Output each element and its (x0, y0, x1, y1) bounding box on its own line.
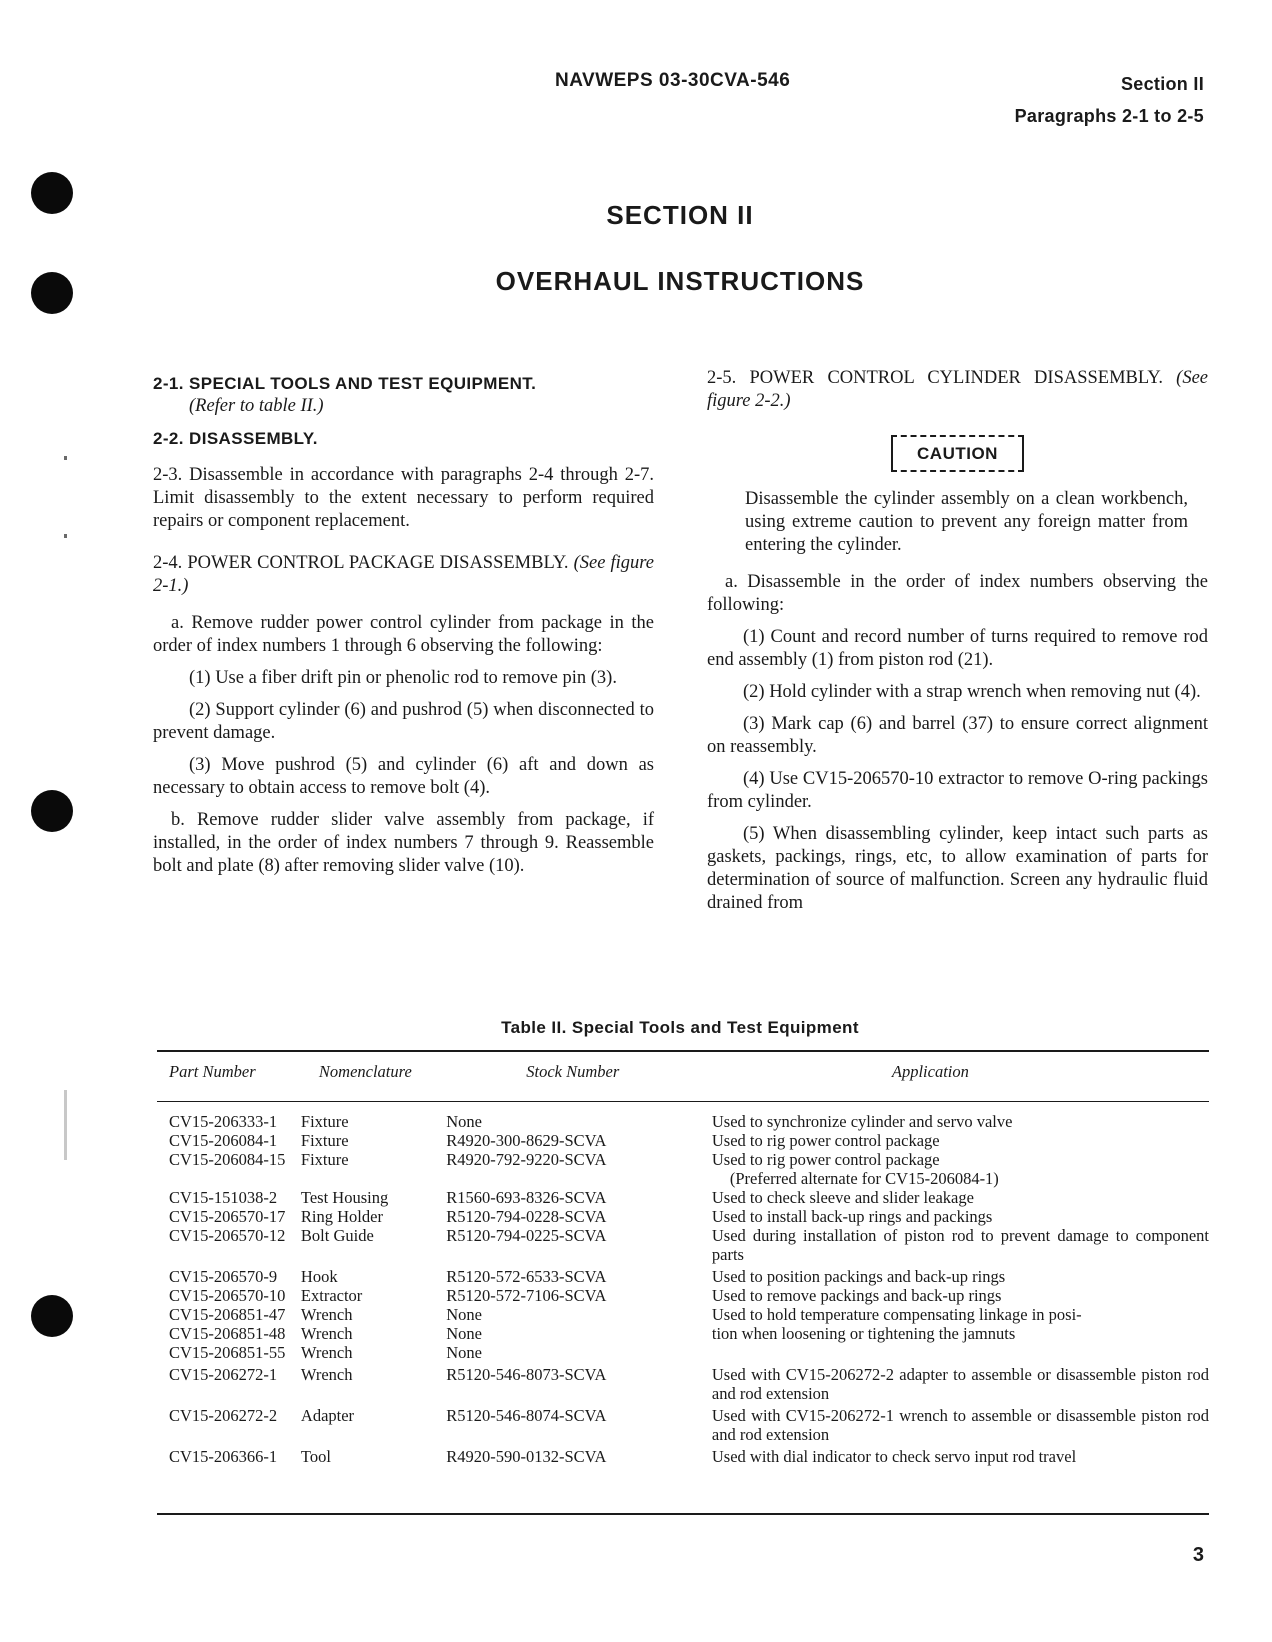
part-number-cell-text: CV15-206851-55 (169, 1343, 286, 1362)
application-cell (712, 1226, 1209, 1264)
table-row (157, 1226, 1209, 1264)
table-row (157, 1403, 1209, 1444)
part-number-cell-text: CV15-206366-1 (169, 1447, 278, 1466)
nomenclature-cell (301, 1324, 446, 1343)
application-cell (712, 1131, 1209, 1150)
step-a3: (3) Mark cap (6) and barrel (37) to ensure correct alignment on reassembly. (707, 714, 1208, 757)
nomenclature-cell (301, 1305, 446, 1324)
table-row (157, 1207, 1209, 1226)
stock-number-cell-text: R5120-572-7106-SCVA (446, 1286, 607, 1305)
part-number-cell (157, 1305, 301, 1324)
special-tools-table (157, 1052, 1209, 1466)
stock-number-cell-text: R1560-693-8326-SCVA (446, 1188, 607, 1207)
binder-hole-middle (31, 790, 73, 832)
nomenclature-cell (301, 1362, 446, 1403)
heading-2-4: 2-4. POWER CONTROL PACKAGE DISASSEMBLY. (153, 553, 569, 573)
table-row (157, 1102, 1209, 1132)
stock-number-cell (446, 1286, 712, 1305)
table-row (157, 1150, 1209, 1188)
column-header-application: Application (712, 1052, 1209, 1102)
stock-number-cell (446, 1207, 712, 1226)
part-number-cell-text: CV15-206570-17 (169, 1207, 286, 1226)
table-row (157, 1343, 1209, 1362)
application-cell-text: Used to position packings and back-up rings (711, 1267, 1006, 1286)
caution-text: Disassemble the cylinder assembly on a clean workbench, using extreme caution to prevent any foreign matter from entering the cylinder. (745, 489, 1188, 555)
stock-number-cell-text: None (446, 1343, 482, 1362)
stock-number-cell (446, 1264, 712, 1286)
nomenclature-cell-text: Wrench (300, 1343, 353, 1362)
application-cell (712, 1286, 1209, 1305)
part-number-cell (157, 1102, 301, 1132)
nomenclature-cell (301, 1131, 446, 1150)
application-cell-text: Used to rig power control package (711, 1150, 940, 1169)
part-number-cell-text: CV15-206570-12 (169, 1226, 286, 1245)
stock-number-cell (446, 1403, 712, 1444)
application-cell-text: Used to hold temperature compensating linkage in posi- (711, 1305, 1082, 1324)
step-a3: (3) Move pushrod (5) and cylinder (6) aft and down as necessary to obtain access to remove bolt (4). (153, 755, 654, 798)
nomenclature-cell-text: Wrench (300, 1324, 353, 1343)
heading-2-1: 2-1. SPECIAL TOOLS AND TEST EQUIPMENT. (153, 374, 537, 393)
table-header-row (157, 1052, 1209, 1102)
nomenclature-cell (301, 1102, 446, 1132)
nomenclature-cell (301, 1264, 446, 1286)
part-number-cell (157, 1207, 301, 1226)
part-number-cell-text: CV15-206570-10 (169, 1286, 286, 1305)
table-row (157, 1131, 1209, 1150)
scan-mark (64, 1090, 67, 1160)
part-number-cell (157, 1362, 301, 1403)
part-number-cell (157, 1403, 301, 1444)
column-header-nomenclature: Nomenclature (301, 1052, 446, 1102)
step-a: a. Remove rudder power control cylinder from package in the order of index numbers 1 through 6 observing the following: (153, 613, 654, 656)
part-number-cell-text: CV15-206084-15 (169, 1150, 286, 1169)
part-number-cell-text: CV15-206084-1 (169, 1131, 278, 1150)
stock-number-cell (446, 1343, 712, 1362)
nomenclature-cell-text: Ring Holder (300, 1207, 383, 1226)
nomenclature-cell (301, 1150, 446, 1188)
section-subtitle: OVERHAUL INSTRUCTIONS (495, 266, 865, 296)
application-cell (712, 1305, 1209, 1324)
part-number-cell (157, 1444, 301, 1466)
nomenclature-cell (301, 1403, 446, 1444)
section-title: SECTION II (606, 200, 754, 230)
stock-number-cell (446, 1362, 712, 1403)
binder-hole-bottom (31, 1295, 73, 1337)
caution-label: CAUTION (891, 435, 1024, 472)
application-cell-text: Used with dial indicator to check servo input rod travel (711, 1447, 1077, 1466)
part-number-cell (157, 1286, 301, 1305)
part-number-cell (157, 1324, 301, 1343)
nomenclature-cell-text: Test Housing (300, 1188, 389, 1207)
paragraph-2-4 (153, 552, 654, 598)
nomenclature-cell-text: Hook (300, 1267, 338, 1286)
nomenclature-cell-text: Wrench (300, 1365, 353, 1384)
part-number-cell (157, 1343, 301, 1362)
stock-number-cell (446, 1188, 712, 1207)
left-column (153, 372, 654, 878)
application-cell (712, 1403, 1209, 1444)
application-cell-text: Used during installation of piston rod to prevent damage to component parts (711, 1226, 1209, 1264)
table-row (157, 1264, 1209, 1286)
stock-number-cell (446, 1102, 712, 1132)
application-cell (712, 1207, 1209, 1226)
step-a1: (1) Use a fiber drift pin or phenolic rod to remove pin (3). (189, 668, 617, 688)
running-header (1015, 68, 1204, 132)
step-b: b. Remove rudder slider valve assembly from package, if installed, in the order of index numbers 7 through 9. Reassemble bolt and plate (8) after removing slider valve (10). (153, 810, 654, 876)
stock-number-cell-text: R5120-794-0225-SCVA (446, 1226, 607, 1245)
paragraph-2-3: 2-3. Disassemble in accordance with paragraphs 2-4 through 2-7. Limit disassembly to the extent necessary to perform required repairs or component replacement. (153, 465, 654, 531)
table-row (157, 1188, 1209, 1207)
part-number-cell (157, 1226, 301, 1264)
application-cell (712, 1188, 1209, 1207)
nomenclature-cell-text: Bolt Guide (300, 1226, 374, 1245)
stock-number-cell-text: R4920-590-0132-SCVA (446, 1447, 607, 1466)
table-row (157, 1305, 1209, 1324)
application-cell (712, 1444, 1209, 1466)
stock-number-cell (446, 1324, 712, 1343)
step-a1: (1) Count and record number of turns required to remove rod end assembly (1) from piston rod (21). (707, 627, 1208, 670)
stock-number-cell-text: R5120-572-6533-SCVA (446, 1267, 607, 1286)
part-number-cell-text: CV15-206272-2 (169, 1406, 278, 1425)
stock-number-cell-text: None (446, 1324, 482, 1343)
page-number: 3 (1192, 1544, 1204, 1566)
application-cell (712, 1102, 1209, 1132)
step-a: a. Disassemble in the order of index numbers observing the following: (707, 572, 1208, 615)
stock-number-cell (446, 1150, 712, 1188)
paragraph-2-5 (707, 367, 1208, 413)
stock-number-cell (446, 1131, 712, 1150)
application-cell-text: Used to synchronize cylinder and servo valve (711, 1112, 1013, 1131)
nomenclature-cell (301, 1207, 446, 1226)
document-id: NAVWEPS 03-30CVA-546 (555, 70, 791, 91)
stock-number-cell-text: R5120-546-8073-SCVA (446, 1365, 607, 1384)
reference-2-4: (See figure 2-1.) (153, 553, 654, 596)
part-number-cell-text: CV15-206272-1 (169, 1365, 278, 1384)
heading-2-2: 2-2. DISASSEMBLY. (153, 429, 318, 448)
nomenclature-cell-text: Fixture (300, 1150, 349, 1169)
table-bottom-rule (157, 1513, 1209, 1515)
application-cell (712, 1343, 1209, 1362)
part-number-cell-text: CV15-151038-2 (169, 1188, 278, 1207)
part-number-cell (157, 1264, 301, 1286)
application-cell (712, 1362, 1209, 1403)
nomenclature-cell-text: Adapter (300, 1406, 355, 1425)
table-row (157, 1286, 1209, 1305)
step-a4: (4) Use CV15-206570-10 extractor to remove O-ring packings from cylinder. (707, 769, 1208, 812)
application-cell (712, 1324, 1209, 1343)
step-a2: (2) Hold cylinder with a strap wrench when removing nut (4). (743, 682, 1201, 702)
nomenclature-cell (301, 1343, 446, 1362)
table-row (157, 1444, 1209, 1466)
column-header-stock-number: Stock Number (446, 1052, 712, 1102)
application-cell (712, 1150, 1209, 1188)
stock-number-cell-text: None (446, 1305, 482, 1324)
table-row (157, 1324, 1209, 1343)
scan-mark (64, 534, 67, 538)
stock-number-cell-text: R5120-546-8074-SCVA (446, 1406, 607, 1425)
nomenclature-cell (301, 1444, 446, 1466)
application-cell-text: tion when loosening or tightening the jamnuts (711, 1324, 1016, 1343)
table-row (157, 1362, 1209, 1403)
stock-number-cell (446, 1305, 712, 1324)
table-title: Table II. Special Tools and Test Equipment (501, 1018, 859, 1037)
application-cell-text: Used to rig power control package (711, 1131, 940, 1150)
nomenclature-cell-text: Extractor (300, 1286, 363, 1305)
nomenclature-cell (301, 1188, 446, 1207)
stock-number-cell-text: R4920-792-9220-SCVA (446, 1150, 607, 1169)
caution-box (707, 435, 1208, 472)
reference-2-5: (See figure 2-2.) (707, 368, 1209, 411)
part-number-cell (157, 1188, 301, 1207)
section-label: Section II (1120, 74, 1204, 94)
application-cell-text: Used with CV15-206272-1 wrench to assemble or disassemble piston rod and rod extension (711, 1406, 1209, 1444)
stock-number-cell-text: None (446, 1112, 482, 1131)
application-cell-text: Used to check sleeve and slider leakage (711, 1188, 974, 1207)
nomenclature-cell (301, 1226, 446, 1264)
right-column (707, 367, 1208, 915)
stock-number-cell (446, 1444, 712, 1466)
nomenclature-cell (301, 1286, 446, 1305)
application-cell-text: Used to install back-up rings and packings (711, 1207, 993, 1226)
nomenclature-cell-text: Tool (300, 1447, 331, 1466)
stock-number-cell (446, 1226, 712, 1264)
table-body (157, 1102, 1209, 1467)
application-cell-text: Used with CV15-206272-2 adapter to assemble or disassemble piston rod and rod extension (711, 1365, 1209, 1403)
nomenclature-cell-text: Fixture (300, 1131, 349, 1150)
part-number-cell-text: CV15-206570-9 (169, 1267, 278, 1286)
nomenclature-cell-text: Wrench (300, 1305, 353, 1324)
part-number-cell-text: CV15-206851-48 (169, 1324, 286, 1343)
part-number-cell-text: CV15-206851-47 (169, 1305, 286, 1324)
step-a5: (5) When disassembling cylinder, keep intact such parts as gaskets, packings, rings, etc, to allow examination of parts for determination of source of malfunction. Screen any hydraulic fluid drained from (707, 824, 1208, 913)
step-a2: (2) Support cylinder (6) and pushrod (5) when disconnected to prevent damage. (153, 700, 654, 743)
stock-number-cell-text: R5120-794-0228-SCVA (446, 1207, 607, 1226)
paragraph-range: Paragraphs 2-1 to 2-5 (1014, 106, 1204, 126)
application-note: (Preferred alternate for CV15-206084-1) (729, 1169, 999, 1188)
application-cell-text: Used to remove packings and back-up rings (711, 1286, 1002, 1305)
part-number-cell (157, 1150, 301, 1188)
heading-2-5: 2-5. POWER CONTROL CYLINDER DISASSEMBLY. (707, 368, 1163, 388)
nomenclature-cell-text: Fixture (300, 1112, 349, 1131)
stock-number-cell-text: R4920-300-8629-SCVA (446, 1131, 607, 1150)
column-header-part-number: Part Number (157, 1052, 301, 1102)
application-cell (712, 1264, 1209, 1286)
reference-2-1: (Refer to table II.) (189, 396, 324, 416)
part-number-cell-text: CV15-206333-1 (169, 1112, 278, 1131)
scan-mark (64, 456, 67, 460)
part-number-cell (157, 1131, 301, 1150)
